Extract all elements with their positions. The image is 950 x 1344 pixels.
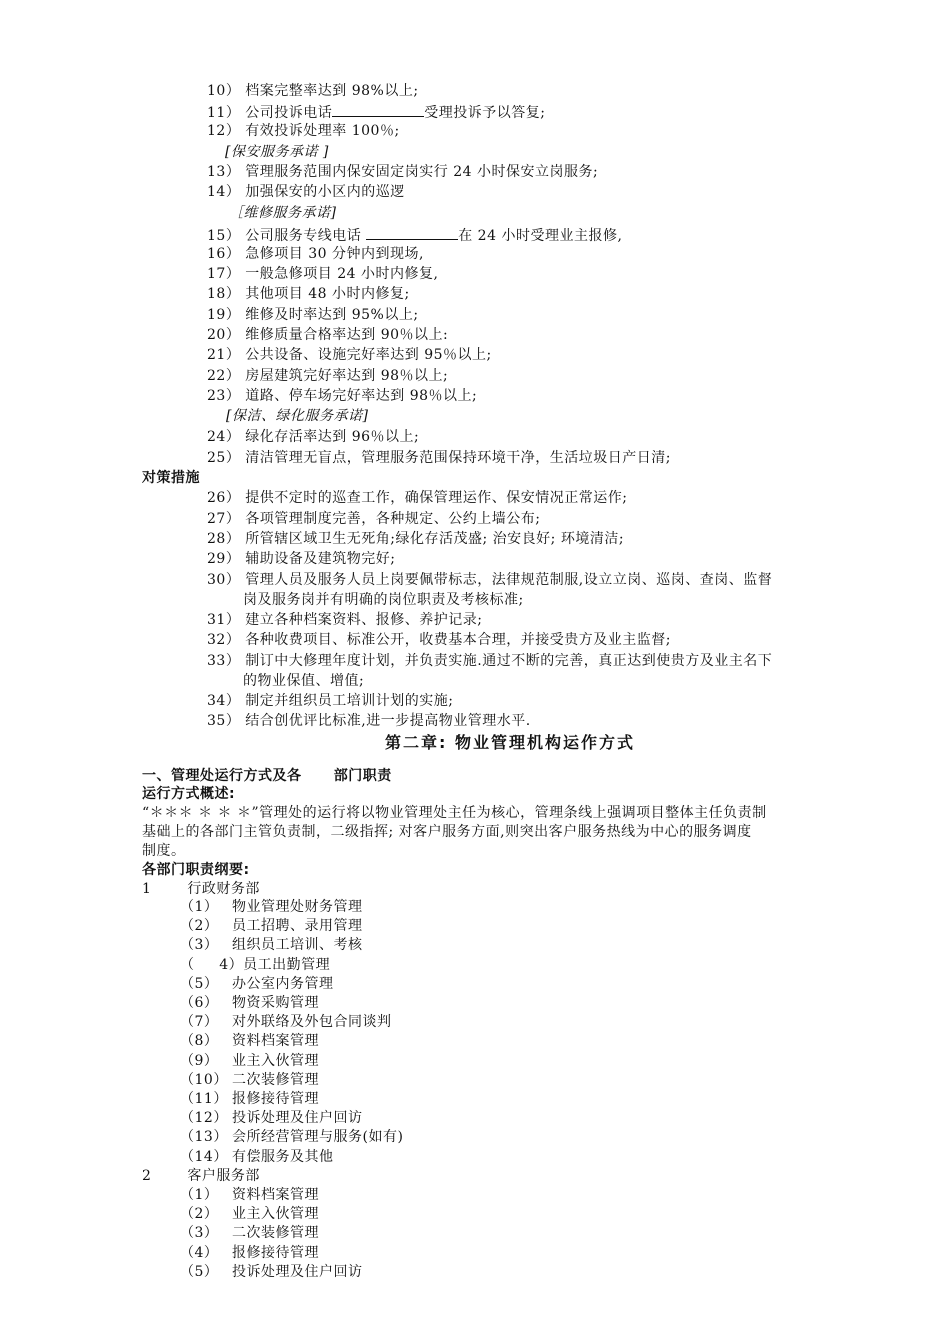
- item-number: 32）: [207, 632, 241, 648]
- item-text: 制订中大修理年度计划，并负责实施.通过不断的完善，真正达到使贵方及业主名下: [245, 653, 773, 669]
- item-text: 维修及时率达到 95%以上;: [245, 307, 419, 323]
- item-text: 公司投诉电话: [245, 105, 333, 121]
- item-number: （2）: [180, 1206, 219, 1223]
- dept-item: [180, 1109, 363, 1127]
- promise-item-18: [207, 285, 410, 303]
- item-text: 二次装修管理: [232, 1071, 319, 1088]
- item-number: 10）: [207, 83, 241, 99]
- item-number: 19）: [207, 307, 241, 323]
- item-number: 20）: [207, 327, 241, 343]
- promise-item-16: [207, 245, 424, 263]
- dept-item: [180, 898, 363, 916]
- item-text: 制定并组织员工培训计划的实施;: [245, 693, 454, 709]
- dept-item: [180, 1090, 319, 1108]
- promise-item-24: [207, 428, 419, 446]
- item-number: 29）: [207, 551, 241, 567]
- measure-item-27: [207, 510, 541, 528]
- item-text: 物业管理处财务管理: [232, 899, 363, 915]
- dept-item: [180, 994, 319, 1012]
- item-text: 公司服务专线电话: [245, 228, 367, 244]
- item-number: 28）: [207, 531, 241, 547]
- promise-item-19: [207, 306, 419, 324]
- item-number: 17）: [207, 266, 241, 282]
- dept-item: [180, 917, 363, 935]
- measure-item-28: [207, 530, 624, 548]
- item-number: （11）: [180, 1091, 228, 1107]
- promise-item-20: [207, 326, 448, 344]
- item-number: （1）: [180, 1187, 219, 1203]
- dept-item: [180, 1148, 334, 1166]
- item-text: 二次装修管理: [232, 1225, 319, 1242]
- item-text: 管理服务范围内保安固定岗实行 24 小时保安立岗服务;: [245, 164, 599, 180]
- item-text: 投诉处理及住户回访: [232, 1110, 363, 1127]
- item-number: 26）: [207, 490, 241, 506]
- item-number: 31）: [207, 612, 241, 628]
- overview-text-line-2: 基础上的各部门主管负责制，二级指挥; 对客户服务方面,则突出客户服务热线为中心的服务调度: [142, 824, 752, 840]
- promise-item-21: [207, 346, 492, 364]
- dept-item: [180, 1013, 392, 1031]
- item-text: 业主入伙管理: [232, 1052, 319, 1069]
- item-number: （5）: [180, 1263, 219, 1280]
- item-text: 其他项目 48 小时内修复;: [245, 286, 410, 302]
- cleaning-heading: [保洁、绿化服务承诺]: [226, 408, 369, 424]
- item-text: 会所经营管理与服务(如有): [232, 1129, 404, 1146]
- dept-item: [180, 1244, 319, 1262]
- dept-item: [180, 1205, 319, 1223]
- item-text: 绿化存活率达到 96％以上;: [245, 429, 420, 445]
- promise-item-10: [207, 82, 419, 100]
- phone-blank: [332, 102, 424, 117]
- dept-item: [180, 1052, 319, 1070]
- overview-heading: 运行方式概述:: [142, 786, 236, 802]
- promise-item-23: [207, 387, 477, 405]
- item-text: 组织员工培训、考核: [232, 937, 363, 954]
- chapter-title: 第二章: 物业管理机构运作方式: [385, 733, 635, 752]
- section1-heading: 一、管理处运行方式及各 部门职责: [142, 768, 392, 784]
- measure-item-29: [207, 550, 396, 568]
- item-number: （8）: [180, 1033, 219, 1050]
- item-text: 有效投诉处理率 100％;: [245, 123, 400, 139]
- item-number: 22）: [207, 368, 241, 384]
- item-text: 建立各种档案资料、报修、养护记录;: [245, 612, 483, 628]
- item-text: 员工招聘、录用管理: [232, 918, 363, 935]
- repair-heading: ［维修服务承诺]: [229, 205, 337, 221]
- item-number: 16）: [207, 246, 241, 262]
- item-number: 11）: [207, 105, 241, 121]
- promise-item-11: [207, 102, 546, 122]
- dept-item: [180, 1224, 319, 1242]
- item-text: 业主入伙管理: [232, 1206, 319, 1223]
- measure-item-30: [207, 571, 772, 589]
- item-number: （13）: [180, 1129, 228, 1146]
- item-text: 对外联络及外包合同谈判: [232, 1014, 392, 1031]
- dept1-title: [142, 880, 260, 898]
- item-text: 投诉处理及住户回访: [232, 1263, 363, 1280]
- promise-item-15: [207, 225, 622, 245]
- dept-number: 2: [142, 1168, 152, 1184]
- dept-item: [180, 956, 330, 974]
- item-number: 34）: [207, 693, 241, 709]
- item-text: 资料档案管理: [232, 1187, 319, 1203]
- dept-item: [180, 1263, 363, 1281]
- dept-name: 客户服务部: [187, 1168, 260, 1184]
- item-number: （2）: [180, 918, 219, 935]
- measure-item-34: [207, 692, 454, 710]
- item-text: 维修质量合格率达到 90％以上:: [245, 327, 449, 343]
- measure-item-26: [207, 489, 628, 507]
- promise-item-17: [207, 265, 438, 283]
- item-number: 30）: [207, 572, 241, 588]
- item-number: 21）: [207, 347, 241, 363]
- dept-item: [180, 975, 334, 993]
- item-number: （ 4）: [180, 956, 244, 973]
- item-text: 物资采购管理: [232, 995, 319, 1011]
- item-number: 25）: [207, 450, 241, 466]
- item-text: 报修接待管理: [232, 1244, 319, 1261]
- item-text: 公共设备、设施完好率达到 95％以上;: [245, 347, 492, 363]
- item-number: （3）: [180, 937, 219, 954]
- item-number: 24）: [207, 429, 241, 445]
- item-text-after: 在 24 小时受理业主报修,: [458, 228, 623, 244]
- item-number: 27）: [207, 511, 241, 527]
- item-number: （4）: [180, 1244, 219, 1261]
- item-text: 辅助设备及建筑物完好;: [245, 551, 396, 567]
- item-text: 道路、停车场完好率达到 98％以上;: [245, 388, 478, 404]
- item-number: 35）: [207, 713, 241, 729]
- security-heading: [保安服务承诺 ]: [225, 144, 329, 160]
- item-text: 员工出勤管理: [243, 956, 331, 973]
- measures-heading: 对策措施: [142, 470, 200, 486]
- overview-text-line-3: 制度。: [142, 843, 186, 859]
- dept-number: 1: [142, 881, 152, 897]
- item-text: 报修接待管理: [232, 1091, 319, 1107]
- item-text: 资料档案管理: [232, 1033, 319, 1050]
- item-text: 急修项目 30 分钟内到现场,: [245, 246, 424, 262]
- item-text: 提供不定时的巡查工作，确保管理运作、保安情况正常运作;: [245, 490, 628, 506]
- item-number: （5）: [180, 975, 219, 992]
- item-text: 一般急修项目 24 小时内修复,: [245, 266, 439, 282]
- item-text: 清洁管理无盲点，管理服务范围保持环境干净，生活垃圾日产日清;: [245, 450, 671, 466]
- dept-item: [180, 1071, 319, 1089]
- dept-heading: 各部门职责纲要:: [142, 862, 250, 878]
- item-text: 房屋建筑完好率达到 98％以上;: [245, 368, 449, 384]
- measure-item-30-cont: 岗及服务岗并有明确的岗位职责及考核标准;: [243, 592, 524, 608]
- item-number: 12）: [207, 123, 241, 139]
- dept-name: 行政财务部: [187, 881, 260, 897]
- item-text: 各种收费项目、标准公开，收费基本合理，并接受贵方及业主监督;: [245, 632, 671, 648]
- item-text: 各项管理制度完善，各种规定、公约上墙公布;: [245, 511, 541, 527]
- item-number: 14）: [207, 184, 241, 200]
- promise-item-12: [207, 122, 400, 140]
- dept2-title: [142, 1167, 260, 1185]
- promise-item-13: [207, 163, 598, 181]
- item-number: （7）: [180, 1014, 219, 1031]
- dept-item: [180, 1186, 319, 1204]
- dept-item: [180, 936, 363, 954]
- item-text: 有偿服务及其他: [232, 1148, 334, 1165]
- measure-item-31: [207, 611, 483, 629]
- promise-item-14: [207, 183, 405, 201]
- item-number: （1）: [180, 899, 219, 915]
- item-number: （9）: [180, 1052, 219, 1069]
- item-text: 所管辖区域卫生无死角;绿化存活茂盛; 治安良好; 环境清洁;: [245, 531, 625, 547]
- item-number: （10）: [180, 1071, 228, 1088]
- phone-blank: [366, 225, 458, 240]
- item-number: （6）: [180, 995, 219, 1011]
- item-number: （3）: [180, 1225, 219, 1242]
- item-text: 办公室内务管理: [232, 975, 334, 992]
- dept-item: [180, 1032, 319, 1050]
- measure-item-33-cont: 的物业保值、增值;: [243, 673, 365, 689]
- item-number: （12）: [180, 1110, 228, 1127]
- item-number: 13）: [207, 164, 241, 180]
- item-number: 15）: [207, 228, 241, 244]
- item-text: 结合创优评比标准,进一步提高物业管理水平.: [245, 713, 531, 729]
- item-number: （14）: [180, 1148, 228, 1165]
- measure-item-33: [207, 652, 772, 670]
- dept-item: [180, 1128, 403, 1146]
- item-number: 18）: [207, 286, 241, 302]
- item-text: 加强保安的小区内的巡逻: [245, 184, 405, 200]
- measure-item-32: [207, 631, 671, 649]
- item-text-after: 受理投诉予以答复;: [424, 105, 546, 121]
- measure-item-35: [207, 712, 531, 730]
- item-number: 33）: [207, 653, 241, 669]
- promise-item-22: [207, 367, 448, 385]
- item-text: 管理人员及服务人员上岗要佩带标志，法律规范制服,设立立岗、巡岗、查岗、监督: [245, 572, 773, 588]
- item-number: 23）: [207, 388, 241, 404]
- item-text: 档案完整率达到 98%以上;: [245, 83, 419, 99]
- promise-item-25: [207, 449, 671, 467]
- overview-text-line-1: “＊＊＊ ＊ ＊ ＊”管理处的运行将以物业管理处主任为核心，管理条线上强调项目整体主任负责制: [142, 805, 767, 821]
